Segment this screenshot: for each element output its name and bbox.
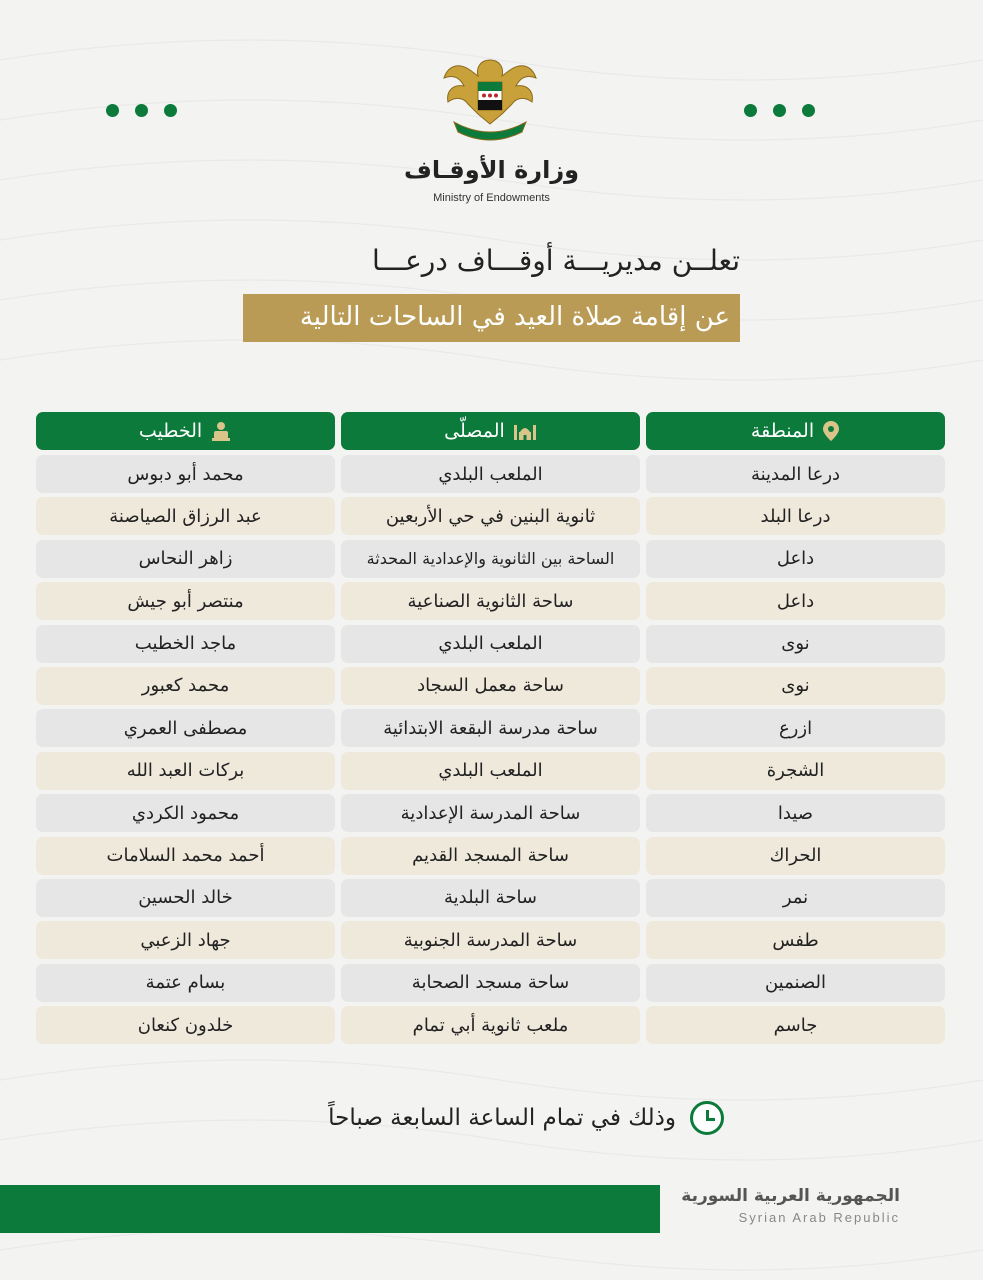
footer-green-bar — [0, 1185, 660, 1233]
prayer-ground-cell: الملعب البلدي — [341, 625, 640, 663]
prayer-ground-cell: ثانوية البنين في حي الأربعين — [341, 497, 640, 535]
prayer-ground-cell: الساحة بين الثانوية والإعدادية المحدثة — [341, 540, 640, 578]
region-cell: داعل — [646, 582, 945, 620]
header-prayer-ground — [341, 412, 640, 450]
table-row — [36, 540, 947, 578]
time-note — [264, 1096, 724, 1140]
prayer-ground-cell: الملعب البلدي — [341, 752, 640, 790]
republic-name-arabic: الجمهورية العربية السورية — [681, 1186, 900, 1206]
table-row — [36, 752, 947, 790]
prayer-ground-cell: الملعب البلدي — [341, 455, 640, 493]
preacher-cell: محمود الكردي — [36, 794, 335, 832]
table-row — [36, 794, 947, 832]
region-cell: درعا المدينة — [646, 455, 945, 493]
mosque-icon — [513, 420, 537, 442]
preacher-cell: خلدون كنعان — [36, 1006, 335, 1044]
decorative-dots-right — [744, 104, 815, 117]
table-row — [36, 455, 947, 493]
preacher-cell: أحمد محمد السلامات — [36, 837, 335, 875]
region-cell: نمر — [646, 879, 945, 917]
preacher-cell: جهاد الزعبي — [36, 921, 335, 959]
header-region-label: المنطقة — [750, 420, 815, 442]
announcement-headline: تعلــن مديريـــة أوقـــاف درعـــا — [371, 244, 740, 277]
announcement-subhead: عن إقامة صلاة العيد في الساحات التالية — [243, 294, 740, 342]
region-cell: داعل — [646, 540, 945, 578]
republic-name-english: Syrian Arab Republic — [738, 1210, 900, 1225]
table-row — [36, 879, 947, 917]
table-row — [36, 1006, 947, 1044]
region-cell: جاسم — [646, 1006, 945, 1044]
region-cell: الشجرة — [646, 752, 945, 790]
preacher-cell: منتصر أبو جيش — [36, 582, 335, 620]
time-note-text: وذلك في تمام الساعة السابعة صباحاً — [328, 1105, 676, 1131]
table-header-row — [36, 412, 947, 450]
region-cell: صيدا — [646, 794, 945, 832]
prayer-ground-cell: ساحة الثانوية الصناعية — [341, 582, 640, 620]
preacher-cell: بسام عتمة — [36, 964, 335, 1002]
ministry-name-english: Ministry of Endowments — [433, 192, 550, 204]
header-preacher-label: الخطيب — [138, 420, 203, 442]
table-row — [36, 709, 947, 747]
location-pin-icon — [822, 420, 840, 442]
eid-prayer-table — [36, 412, 947, 1048]
region-cell: الحراك — [646, 837, 945, 875]
preacher-cell: مصطفى العمري — [36, 709, 335, 747]
prayer-ground-cell: ساحة مدرسة البقعة الابتدائية — [341, 709, 640, 747]
prayer-ground-cell: ساحة المسجد القديم — [341, 837, 640, 875]
table-row — [36, 625, 947, 663]
prayer-ground-cell: ملعب ثانوية أبي تمام — [341, 1006, 640, 1044]
region-cell: نوى — [646, 667, 945, 705]
preacher-cell: زاهر النحاس — [36, 540, 335, 578]
preacher-icon — [210, 420, 232, 442]
prayer-ground-cell: ساحة مسجد الصحابة — [341, 964, 640, 1002]
table-row — [36, 667, 947, 705]
preacher-cell: ماجد الخطيب — [36, 625, 335, 663]
preacher-cell: محمد أبو دبوس — [36, 455, 335, 493]
table-row — [36, 921, 947, 959]
header-region — [646, 412, 945, 450]
region-cell: نوى — [646, 625, 945, 663]
prayer-ground-cell: ساحة معمل السجاد — [341, 667, 640, 705]
header-prayer-ground-label: المصلّى — [444, 420, 505, 442]
region-cell: طفس — [646, 921, 945, 959]
prayer-ground-cell: ساحة المدرسة الإعدادية — [341, 794, 640, 832]
table-row — [36, 582, 947, 620]
preacher-cell: خالد الحسين — [36, 879, 335, 917]
table-row — [36, 964, 947, 1002]
table-row — [36, 497, 947, 535]
preacher-cell: محمد كعبور — [36, 667, 335, 705]
header-preacher — [36, 412, 335, 450]
preacher-cell: بركات العبد الله — [36, 752, 335, 790]
preacher-cell: عبد الرزاق الصياصنة — [36, 497, 335, 535]
ministry-name-arabic: وزارة الأوقـاف — [403, 156, 580, 184]
prayer-ground-cell: ساحة البلدية — [341, 879, 640, 917]
decorative-dots-left — [106, 104, 177, 117]
prayer-ground-cell: ساحة المدرسة الجنوبية — [341, 921, 640, 959]
table-row — [36, 837, 947, 875]
region-cell: الصنمين — [646, 964, 945, 1002]
table-body — [36, 455, 947, 1044]
region-cell: ازرع — [646, 709, 945, 747]
region-cell: درعا البلد — [646, 497, 945, 535]
eagle-emblem — [440, 52, 540, 144]
clock-icon — [690, 1101, 724, 1135]
